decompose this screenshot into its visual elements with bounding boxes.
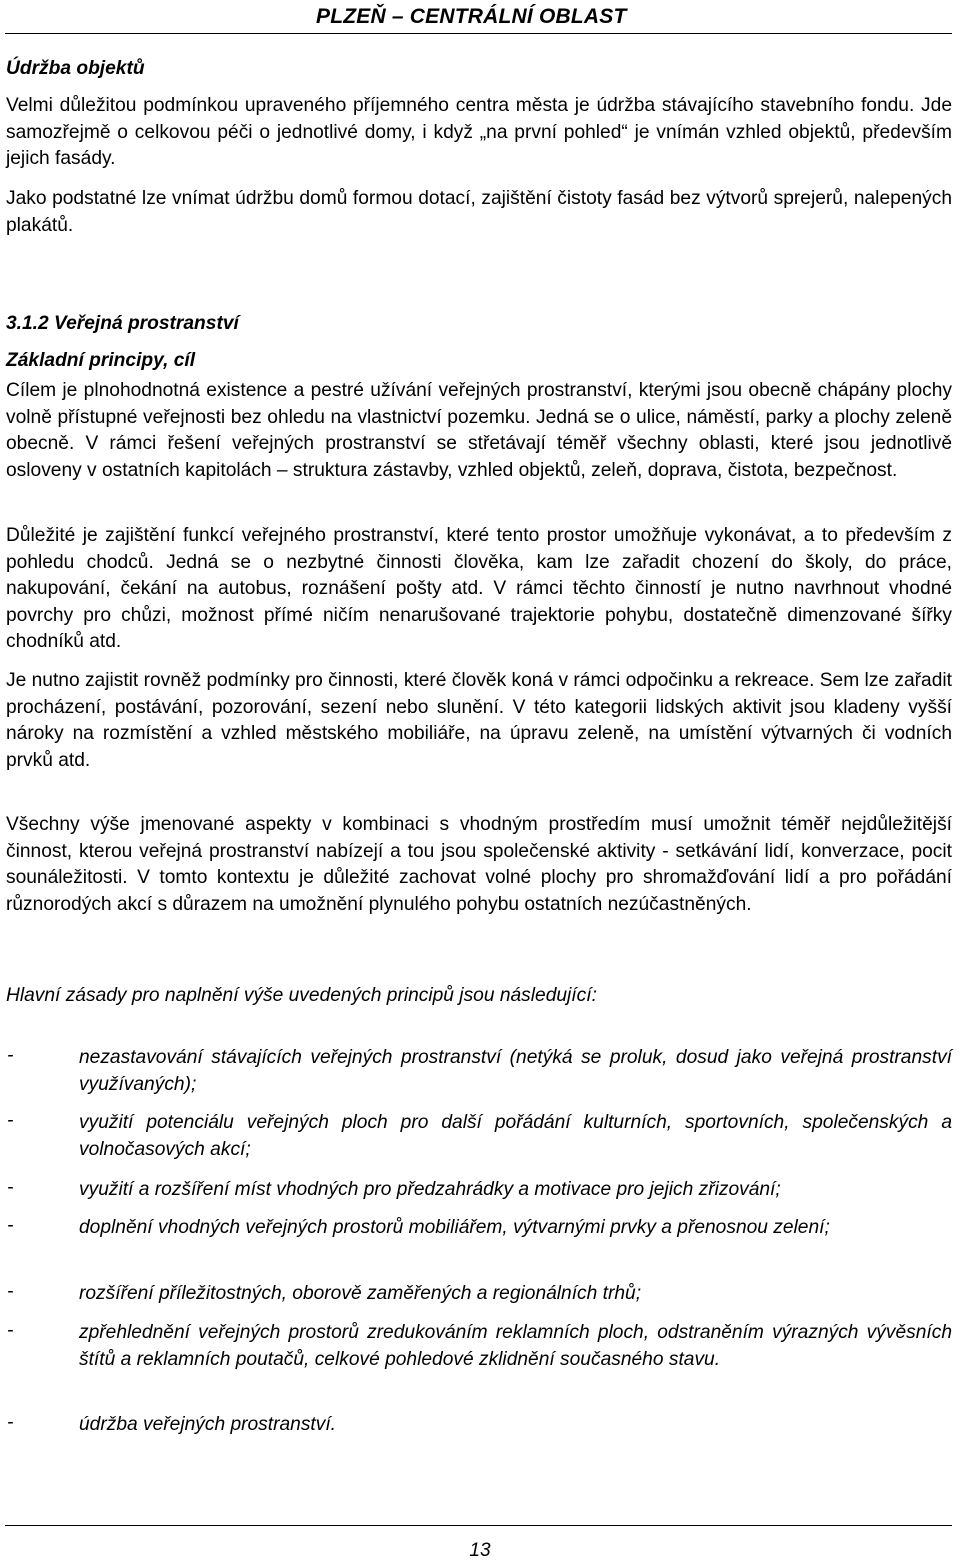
- paragraph-public-space-3: Je nutno zajistit rovněž podmínky pro činnosti, které člověk koná v rámci odpočinku a rekreace. Sem lze zařadit procházení, postávání, pozorování, sezení nebo slunění. V této kategorii lidských aktivit jsou kladeny vyšší nároky na rozmístění a vzhled městského mobiliáře, na úpravu zeleně, na umístění výtvarných či vodních prvků atd.: [6, 670, 952, 771]
- principles-intro: Hlavní zásady pro naplnění výše uvedených principů jsou následující:: [6, 985, 597, 1006]
- paragraph-maintenance-1: Velmi důležitou podmínkou upraveného příjemného centra města je údržba stávajícího stavebního fondu. Jde samozřejmě o celkovou péči o jednotlivé domy, i když „na první pohled“ je vnímán vzhled objektů, především jejich fasády.: [6, 95, 952, 169]
- header-divider: [5, 33, 952, 34]
- principle-item: rozšíření příležitostných, oborově zaměřených a regionálních trhů;: [79, 1283, 642, 1304]
- principle-item: zpřehlednění veřejných prostorů zredukováním reklamních ploch, odstraněním výrazných vývěsních štítů a reklamních poutačů, celkové pohledové zklidnění současného stavu.: [79, 1322, 952, 1370]
- document-header-title: PLZEŇ – CENTRÁLNÍ OBLAST: [316, 5, 627, 28]
- page-number: 13: [469, 1540, 491, 1561]
- footer-divider: [5, 1525, 952, 1526]
- bullet-marker: -: [7, 1281, 14, 1302]
- paragraph-public-space-4: Všechny výše jmenované aspekty v kombinaci s vhodným prostředím musí umožnit téměř nejdůležitější činnost, kterou veřejná prostranství nabízejí a tou jsou společenské aktivity - setkávání lidí, konverzace, pocit sounáležitosti. V tomto kontextu je důležité zachovat volné plochy pro shromažďování lidí a pro pořádání různorodých akcí s důrazem na umožnění plynulého pohybu ostatních nezúčastněných.: [6, 814, 952, 915]
- paragraph-maintenance-2: Jako podstatné lze vnímat údržbu domů formou dotací, zajištění čistoty fasád bez výtvorů sprejerů, nalepených plakátů.: [6, 188, 952, 236]
- principle-item: nezastavování stávajících veřejných prostranství (netýká se proluk, dosud jako veřejná prostranství využívaných);: [79, 1047, 952, 1095]
- paragraph-public-space-2: Důležité je zajištění funkcí veřejného prostranství, které tento prostor umožňuje vykonávat, a to především z pohledu chodců. Jedná se o nezbytné činnosti člověka, kam lze zařadit chození do školy, do práce, nakupování, čekání na autobus, roznášení pošty atd. V rámci těchto činností je nutno navrhnout vhodné povrchy pro chůzi, možnost přímé ničím nenarušované trajektorie pohybu, dostatečně dimenzované šířky chodníků atd.: [6, 525, 952, 652]
- section-subheading-principles: Základní principy, cíl: [6, 350, 196, 371]
- paragraph-public-space-1: Cílem je plnohodnotná existence a pestré užívání veřejných prostranství, kterými jsou obecně chápány plochy volně přístupné veřejnosti bez ohledu na vlastnictví pozemku. Jedná se o ulice, náměstí, parky a plochy zeleně obecně. V rámci řešení veřejných prostranství se střetávají téměř všechny oblasti, které jsou jednotlivě osloveny v ostatních kapitolách – struktura zástavby, vzhled objektů, zeleň, doprava, čistota, bezpečnost.: [6, 380, 952, 481]
- bullet-marker: -: [7, 1215, 14, 1236]
- bullet-marker: -: [7, 1177, 14, 1198]
- principle-item: využití a rozšíření míst vhodných pro předzahrádky a motivace pro jejich zřizování;: [79, 1179, 781, 1200]
- principle-item: údržba veřejných prostranství.: [79, 1414, 337, 1435]
- section-title-maintenance: Údržba objektů: [6, 58, 145, 79]
- bullet-marker: -: [7, 1110, 14, 1131]
- bullet-marker: -: [7, 1320, 14, 1341]
- bullet-marker: -: [7, 1045, 14, 1066]
- section-heading-public-space: 3.1.2 Veřejná prostranství: [6, 313, 239, 334]
- principle-item: doplnění vhodných veřejných prostorů mobiliářem, výtvarnými prvky a přenosnou zelení;: [79, 1217, 830, 1238]
- bullet-marker: -: [7, 1412, 14, 1433]
- principle-item: využití potenciálu veřejných ploch pro další pořádání kulturních, sportovních, společenských a volnočasových akcí;: [79, 1112, 952, 1160]
